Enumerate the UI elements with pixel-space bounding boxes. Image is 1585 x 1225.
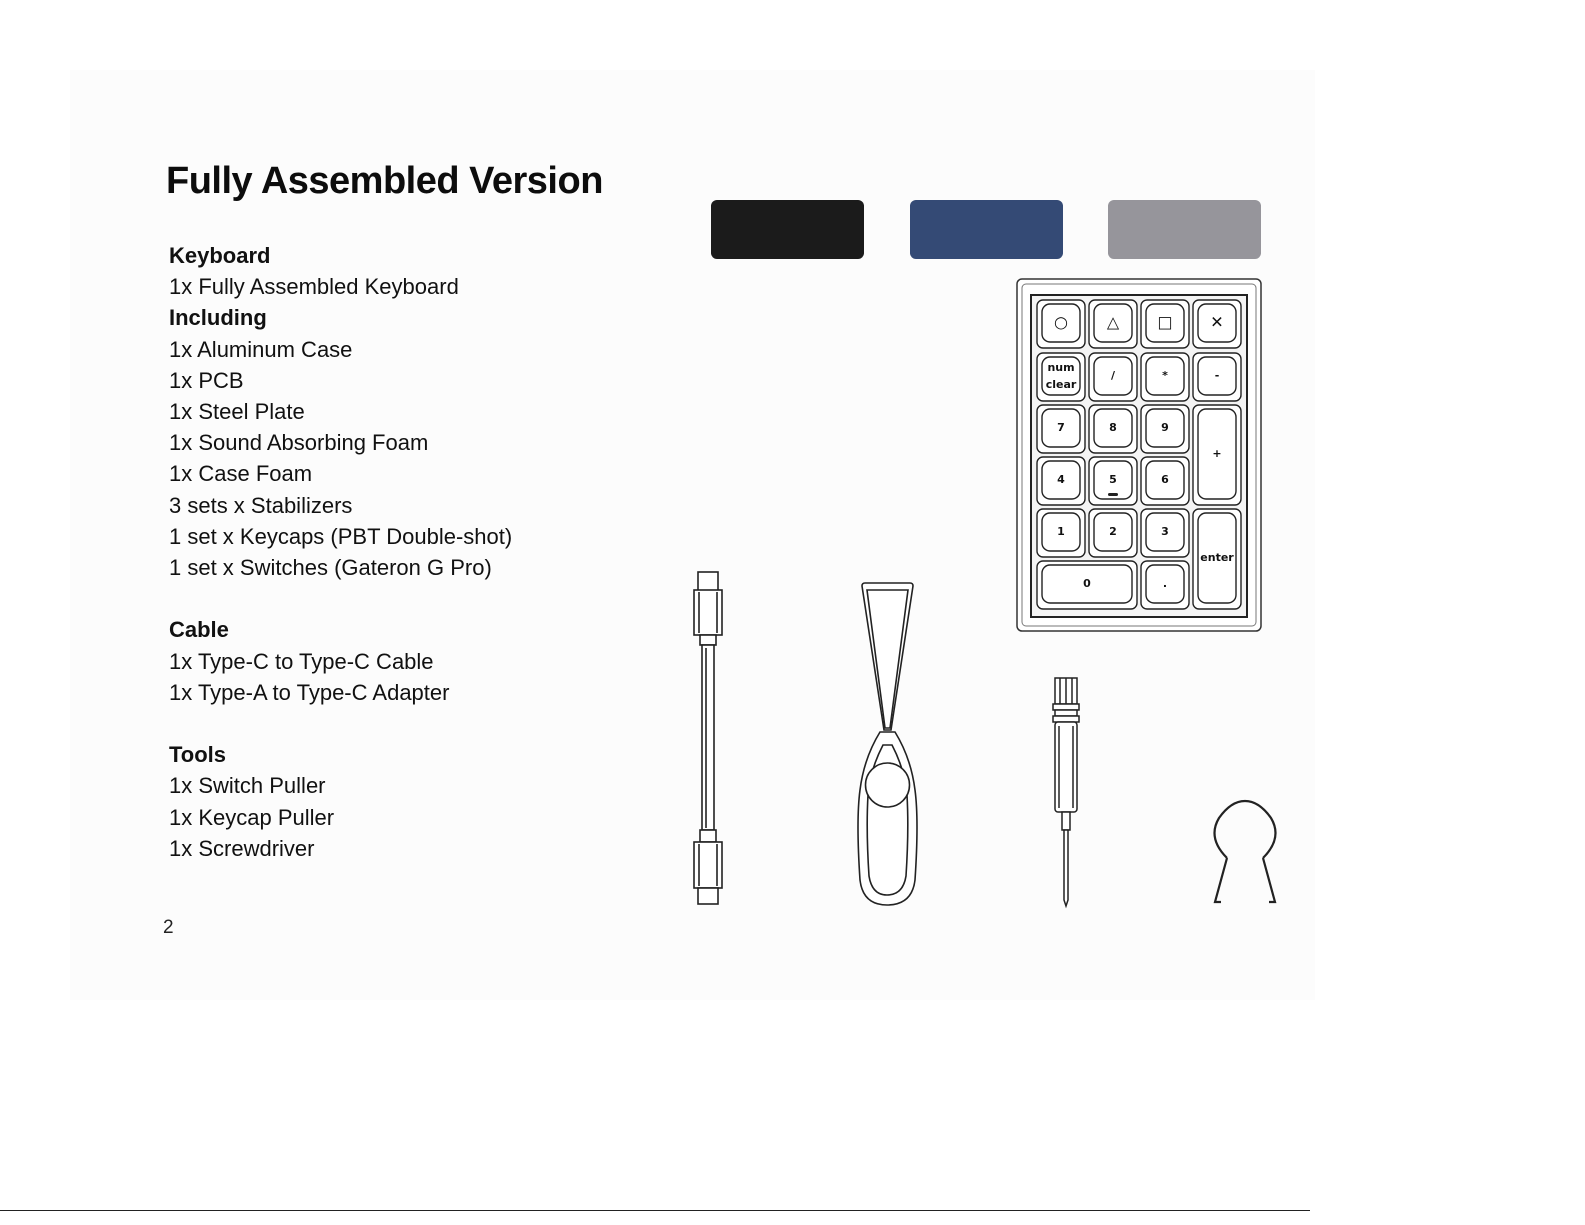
keypad-key-enter xyxy=(1193,509,1241,609)
keypad-key xyxy=(1141,509,1189,557)
keypad-key xyxy=(1037,457,1085,505)
package-contents-list xyxy=(169,240,639,895)
list-item: 1x Steel Plate xyxy=(169,399,305,425)
keypad-key xyxy=(1037,509,1085,557)
section-heading: Keyboard xyxy=(169,243,271,268)
keypad-key xyxy=(1037,405,1085,453)
list-item: 1x PCB xyxy=(169,367,244,393)
keypad-key xyxy=(1141,300,1189,348)
key-label: △ xyxy=(1106,312,1120,332)
section-heading: Tools xyxy=(169,742,227,768)
color-swatch-gray xyxy=(1108,200,1261,259)
usb-cable-illustration xyxy=(688,570,728,908)
keypad-key-num-clear xyxy=(1037,353,1085,401)
page-number: 2 xyxy=(163,917,174,938)
color-swatch-navy xyxy=(910,200,1063,259)
key-label: num xyxy=(1047,361,1075,374)
keycap-puller-illustration xyxy=(1205,798,1285,910)
list-item: 1 set x Keycaps (PBT Double-shot) xyxy=(169,523,513,549)
page-title: Fully Assembled Version xyxy=(166,160,603,202)
keypad-key xyxy=(1089,405,1137,453)
keypad-key xyxy=(1089,457,1137,505)
list-item: 1x Keycap Puller xyxy=(169,804,335,830)
homing-bump xyxy=(1108,493,1118,496)
bottom-rule xyxy=(0,1210,1310,1211)
list-item: 1x Sound Absorbing Foam xyxy=(169,430,429,456)
keypad-key-plus xyxy=(1193,405,1241,505)
switch-puller-illustration xyxy=(850,580,925,910)
key-label: 9 xyxy=(1161,421,1169,434)
keypad-key xyxy=(1037,300,1085,348)
key-label: 2 xyxy=(1109,525,1117,538)
list-item: 1 set x Switches (Gateron G Pro) xyxy=(169,555,492,581)
keypad-key xyxy=(1193,300,1241,348)
list-item: 3 sets x Stabilizers xyxy=(169,492,353,518)
key-label: 1 xyxy=(1057,525,1065,538)
key-label: 0 xyxy=(1083,577,1091,590)
list-item: 1x Aluminum Case xyxy=(169,336,353,362)
key-label: 8 xyxy=(1109,421,1117,434)
key-label: ○ xyxy=(1054,312,1068,332)
list-item: 1x Type-A to Type-C Adapter xyxy=(169,679,450,705)
key-label: - xyxy=(1214,369,1220,382)
keypad-key xyxy=(1141,353,1189,401)
color-swatch-black xyxy=(711,200,864,259)
key-label: clear xyxy=(1045,378,1077,391)
key-label: enter xyxy=(1200,551,1234,564)
key-label: + xyxy=(1212,447,1222,460)
keypad-key xyxy=(1141,405,1189,453)
section-heading: Cable xyxy=(169,617,229,643)
key-label: / xyxy=(1110,369,1116,382)
keypad-key xyxy=(1089,509,1137,557)
list-item: 1x Case Foam xyxy=(169,461,313,487)
keypad-key xyxy=(1141,457,1189,505)
keypad-key xyxy=(1089,300,1137,348)
key-label: 3 xyxy=(1161,525,1169,538)
key-label: . xyxy=(1162,577,1168,590)
key-label: 5 xyxy=(1109,473,1117,486)
key-label: * xyxy=(1162,369,1168,382)
screwdriver-illustration xyxy=(1050,674,1082,910)
key-label: 7 xyxy=(1057,421,1065,434)
section-keyboard xyxy=(169,240,639,583)
list-item: 1x Fully Assembled Keyboard xyxy=(169,274,459,300)
keypad-illustration xyxy=(1014,276,1264,636)
list-item: 1x Screwdriver xyxy=(169,835,315,861)
key-label: 6 xyxy=(1161,473,1169,486)
list-item: 1x Switch Puller xyxy=(169,773,326,799)
keypad-key xyxy=(1141,561,1189,609)
section-subheading: Including xyxy=(169,305,267,331)
keypad-key xyxy=(1089,353,1137,401)
key-label: □ xyxy=(1157,312,1173,332)
section-cable xyxy=(169,614,639,708)
key-label: ✕ xyxy=(1210,312,1224,332)
keypad-key-zero xyxy=(1037,561,1137,609)
keypad-key xyxy=(1193,353,1241,401)
list-item: 1x Type-C to Type-C Cable xyxy=(169,648,434,674)
key-label: 4 xyxy=(1057,473,1065,486)
section-tools xyxy=(169,739,639,864)
